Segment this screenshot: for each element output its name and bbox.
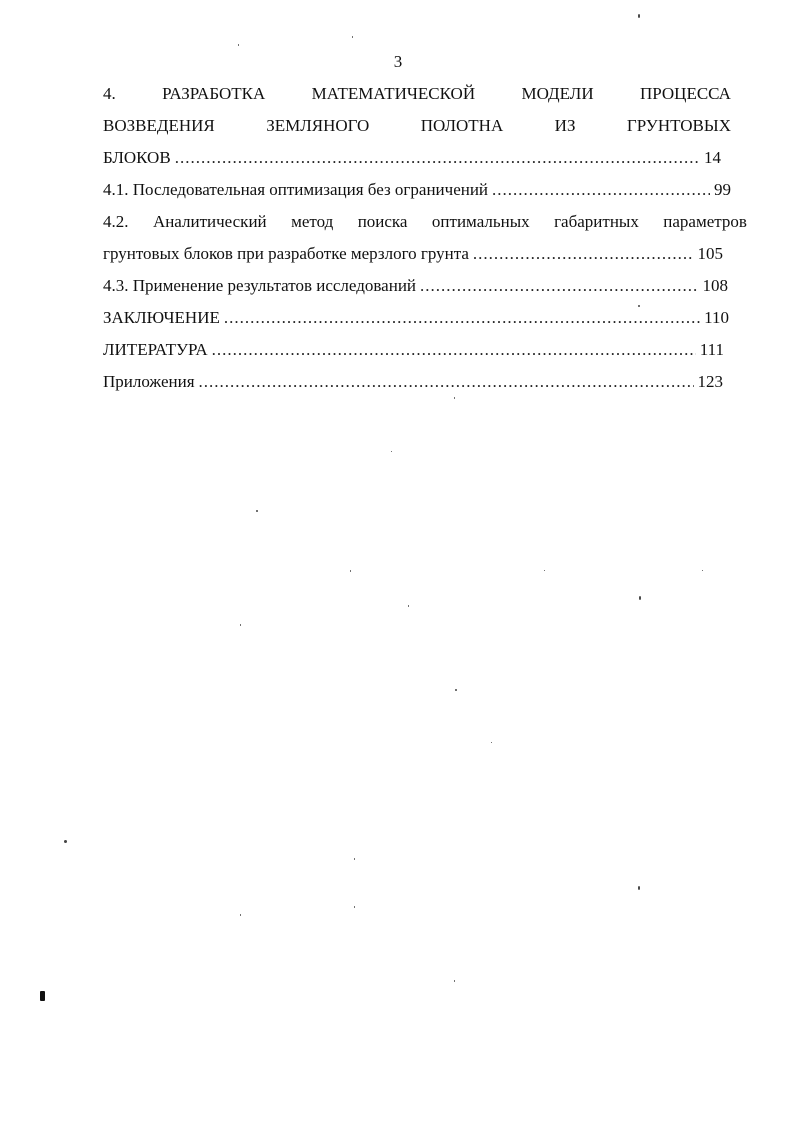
page-number: 3 bbox=[393, 52, 403, 71]
scan-speck bbox=[408, 605, 409, 607]
toc-leader-dots bbox=[473, 238, 694, 270]
toc-word: ИЗ bbox=[554, 116, 576, 135]
scan-speck bbox=[639, 596, 641, 600]
toc-entry-title: Приложения bbox=[103, 372, 195, 391]
scan-speck bbox=[238, 44, 239, 46]
toc-entry-4-1 bbox=[103, 174, 731, 206]
scan-speck bbox=[544, 570, 545, 571]
scan-speck bbox=[240, 624, 241, 626]
toc-leader-dots bbox=[175, 142, 700, 174]
toc-entry-conclusion bbox=[103, 302, 731, 334]
toc-page-number: 111 bbox=[699, 340, 724, 359]
toc-word: МАТЕМАТИЧЕСКОЙ bbox=[311, 84, 476, 103]
toc-word: параметров bbox=[663, 212, 747, 231]
toc-section-4-line-2 bbox=[103, 110, 731, 142]
toc-leader-dots bbox=[199, 366, 694, 398]
scan-speck bbox=[638, 305, 640, 307]
scan-speck bbox=[455, 689, 457, 691]
table-of-contents bbox=[103, 78, 747, 398]
toc-entry-title: ЛИТЕРАТУРА bbox=[103, 340, 208, 359]
toc-leader-dots bbox=[212, 334, 696, 366]
scan-speck bbox=[454, 980, 455, 982]
toc-word: РАЗРАБОТКА bbox=[162, 84, 266, 103]
toc-entry-title: БЛОКОВ bbox=[103, 148, 171, 167]
scan-speck bbox=[256, 510, 258, 512]
toc-word: оптимальных bbox=[431, 212, 530, 231]
toc-entry-appendices bbox=[103, 366, 731, 398]
toc-leader-dots bbox=[224, 302, 700, 334]
toc-word: 4. bbox=[103, 84, 116, 103]
scan-speck bbox=[354, 858, 355, 860]
scan-speck bbox=[391, 451, 392, 452]
toc-entry-4-3 bbox=[103, 270, 731, 302]
scan-speck bbox=[638, 14, 640, 18]
scan-speck bbox=[64, 840, 67, 843]
scan-speck bbox=[454, 397, 455, 399]
toc-leader-dots bbox=[492, 174, 710, 206]
toc-page-number: 99 bbox=[714, 180, 731, 199]
toc-word: ВОЗВЕДЕНИЯ bbox=[103, 116, 215, 135]
toc-word: габаритных bbox=[554, 212, 639, 231]
toc-word: ЗЕМЛЯНОГО bbox=[266, 116, 370, 135]
toc-word: Аналитический bbox=[152, 212, 267, 231]
scan-speck bbox=[638, 886, 640, 890]
toc-word: поиска bbox=[357, 212, 408, 231]
toc-entry-title: 4.1. Последовательная оптимизация без ограничений bbox=[103, 180, 489, 199]
scan-speck bbox=[352, 36, 353, 38]
scan-speck bbox=[491, 742, 492, 743]
toc-word: 4.2. bbox=[103, 212, 129, 231]
scan-speck bbox=[240, 914, 241, 916]
toc-entry-literature bbox=[103, 334, 731, 366]
toc-word: ПОЛОТНА bbox=[420, 116, 504, 135]
toc-word: метод bbox=[291, 212, 334, 231]
toc-page-number: 110 bbox=[704, 308, 729, 327]
toc-entry-4-2-line-1 bbox=[103, 206, 747, 238]
toc-page-number: 105 bbox=[697, 244, 723, 263]
toc-entry-title: 4.3. Применение результатов исследований bbox=[103, 276, 417, 295]
scan-speck bbox=[350, 570, 351, 572]
toc-leader-dots bbox=[420, 270, 698, 302]
scan-speck bbox=[354, 906, 355, 908]
toc-section-4-line-1 bbox=[103, 78, 731, 110]
toc-section-4-line-3 bbox=[103, 142, 731, 174]
toc-page-number: 123 bbox=[697, 372, 723, 391]
toc-word: ПРОЦЕССА bbox=[639, 84, 731, 103]
scan-speck bbox=[702, 570, 703, 571]
toc-word: ГРУНТОВЫХ bbox=[626, 116, 731, 135]
toc-entry-4-2-line-2 bbox=[103, 238, 731, 270]
toc-entry-title: грунтовых блоков при разработке мерзлого грунта bbox=[103, 244, 469, 263]
toc-page-number: 108 bbox=[702, 276, 728, 295]
toc-word: МОДЕЛИ bbox=[521, 84, 594, 103]
toc-page-number: 14 bbox=[704, 148, 721, 167]
toc-entry-title: ЗАКЛЮЧЕНИЕ bbox=[103, 308, 220, 327]
scan-speck bbox=[40, 991, 45, 1001]
